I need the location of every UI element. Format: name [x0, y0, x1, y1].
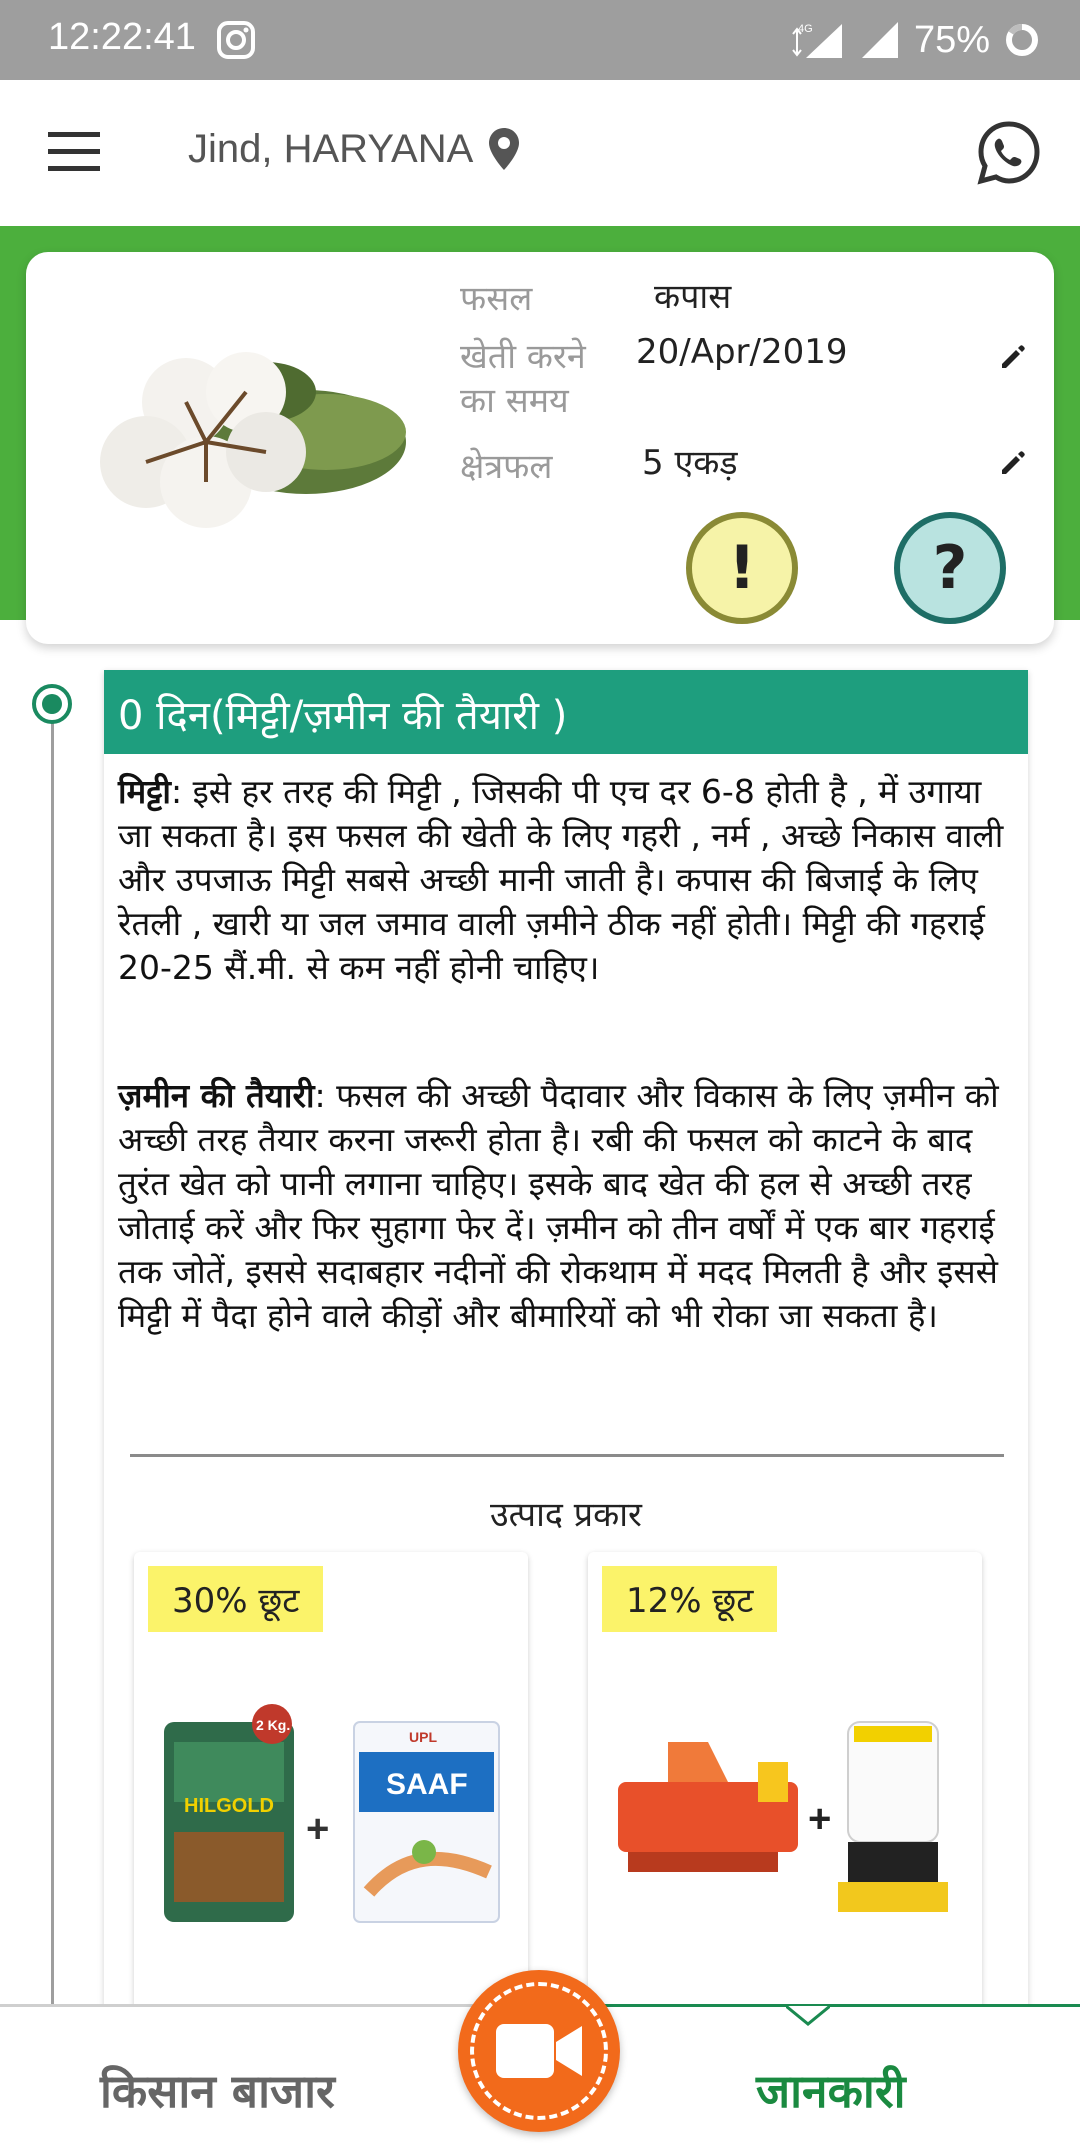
product-card[interactable]: [588, 1552, 982, 2032]
status-indicators: [790, 14, 1040, 66]
status-time: 12:22:41: [48, 16, 196, 58]
area-label: क्षेत्रफल: [460, 447, 553, 487]
signal-4g-icon: [790, 20, 846, 60]
crop-info-card: [26, 252, 1054, 644]
active-tab-caret-icon: [786, 2004, 830, 2026]
alert-icon: !: [728, 533, 756, 603]
instagram-icon: [216, 20, 256, 60]
menu-icon[interactable]: [48, 130, 100, 174]
location-selector[interactable]: [188, 126, 521, 172]
product-card[interactable]: [134, 1552, 528, 2032]
stage-title: 0 दिन(मिट्टी/ज़मीन की तैयारी ): [104, 670, 1028, 754]
cotton-image: [76, 322, 422, 552]
product-type-label: उत्पाद प्रकार: [490, 1495, 642, 1535]
land-prep-paragraph: [118, 1074, 1018, 1338]
area-value: 5 एकड़: [642, 443, 738, 483]
right-product-name: SAAF: [386, 1768, 468, 1801]
location-pin-icon: [487, 126, 521, 172]
help-icon: ?: [932, 533, 968, 603]
location-text: Jind, HARYANA: [188, 126, 474, 171]
discount-badge: 12% छूट: [602, 1566, 777, 1632]
svg-text:+: +: [306, 1807, 330, 1851]
soil-paragraph: [118, 770, 1018, 990]
crop-label: फसल: [460, 279, 533, 319]
rotavator-sprayer-bundle-image: [608, 1702, 962, 1932]
left-product-tag: 2 Kg.: [256, 1717, 291, 1733]
discount-badge: 30% छूट: [148, 1566, 323, 1632]
battery-icon: [1004, 22, 1040, 58]
alert-button[interactable]: [686, 512, 798, 624]
app-header: [0, 80, 1080, 226]
svg-text:+: +: [808, 1797, 832, 1841]
sowing-date-value: 20/Apr/2019: [636, 332, 848, 372]
divider: [130, 1454, 1004, 1457]
land-prep-text: : फसल की अच्छी पैदावार और विकास के लिए ज़मीन को अच्छी तरह तैयार करना जरूरी होता है। रबी की फसल को काटने के बाद तुरंत खेत को पानी लगाना चाहिए। इसके बाद खेत की हल से अच्छी तरह जोताई करें और फिर सुहागा फेर दें। ज़मीन को तीन वर्षों में एक बार गहराई तक जोतें, इससे सदाबहार नदीनों की रोकथाम में मदद मिलती है और इससे मिट्टी में पैदा होने वाले कीड़ों और बीमारियों को भी रोका जा सकता है।: [118, 1076, 999, 1335]
whatsapp-icon[interactable]: [976, 120, 1042, 186]
help-button[interactable]: [894, 512, 1006, 624]
video-call-button[interactable]: [458, 1970, 620, 2132]
edit-area-icon[interactable]: [998, 448, 1028, 478]
right-product-brand: UPL: [409, 1729, 437, 1745]
tab-jaankari[interactable]: जानकारी: [756, 2064, 906, 2118]
soil-text: : इसे हर तरह की मिट्टी , जिसकी पी एच दर 6-8 होती है , में उगाया जा सकता है। इस फसल की खेती के लिए गहरी , नर्म , अच्छे निकास वाली और उपजाऊ मिट्टी सबसे अच्छी मानी जाती है। कपास की बिजाई के लिए रेतली , खारी या जल जमाव वाली ज़मीने ठीक नहीं होती। मिट्टी की गहराई 20-25 सैं.मी. से कम नहीं होनी चाहिए।: [118, 772, 1004, 987]
stage-card: [104, 670, 1028, 2030]
signal-icon: [860, 20, 900, 60]
tab-kisan-bazaar[interactable]: किसान बाजार: [100, 2064, 335, 2118]
crop-value: कपास: [654, 277, 732, 317]
fertilizer-fungicide-bundle-image: [154, 1702, 508, 1932]
soil-heading: मिट्टी: [118, 772, 171, 811]
sowing-date-label-line2: का समय: [460, 381, 569, 421]
left-product-name: HILGOLD: [184, 1795, 274, 1817]
timeline-line: [51, 704, 54, 2004]
edit-date-icon[interactable]: [998, 342, 1028, 372]
land-prep-heading: ज़मीन की तैयारी: [118, 1076, 315, 1115]
status-bar: [0, 0, 1080, 80]
timeline-dot: [32, 684, 72, 724]
video-camera-icon: [496, 2020, 584, 2082]
battery-percent: 75%: [913, 18, 990, 61]
active-tab-indicator: [600, 2004, 1080, 2007]
sowing-date-label-line1: खेती करने: [460, 337, 586, 377]
network-label: 4G: [797, 23, 813, 35]
